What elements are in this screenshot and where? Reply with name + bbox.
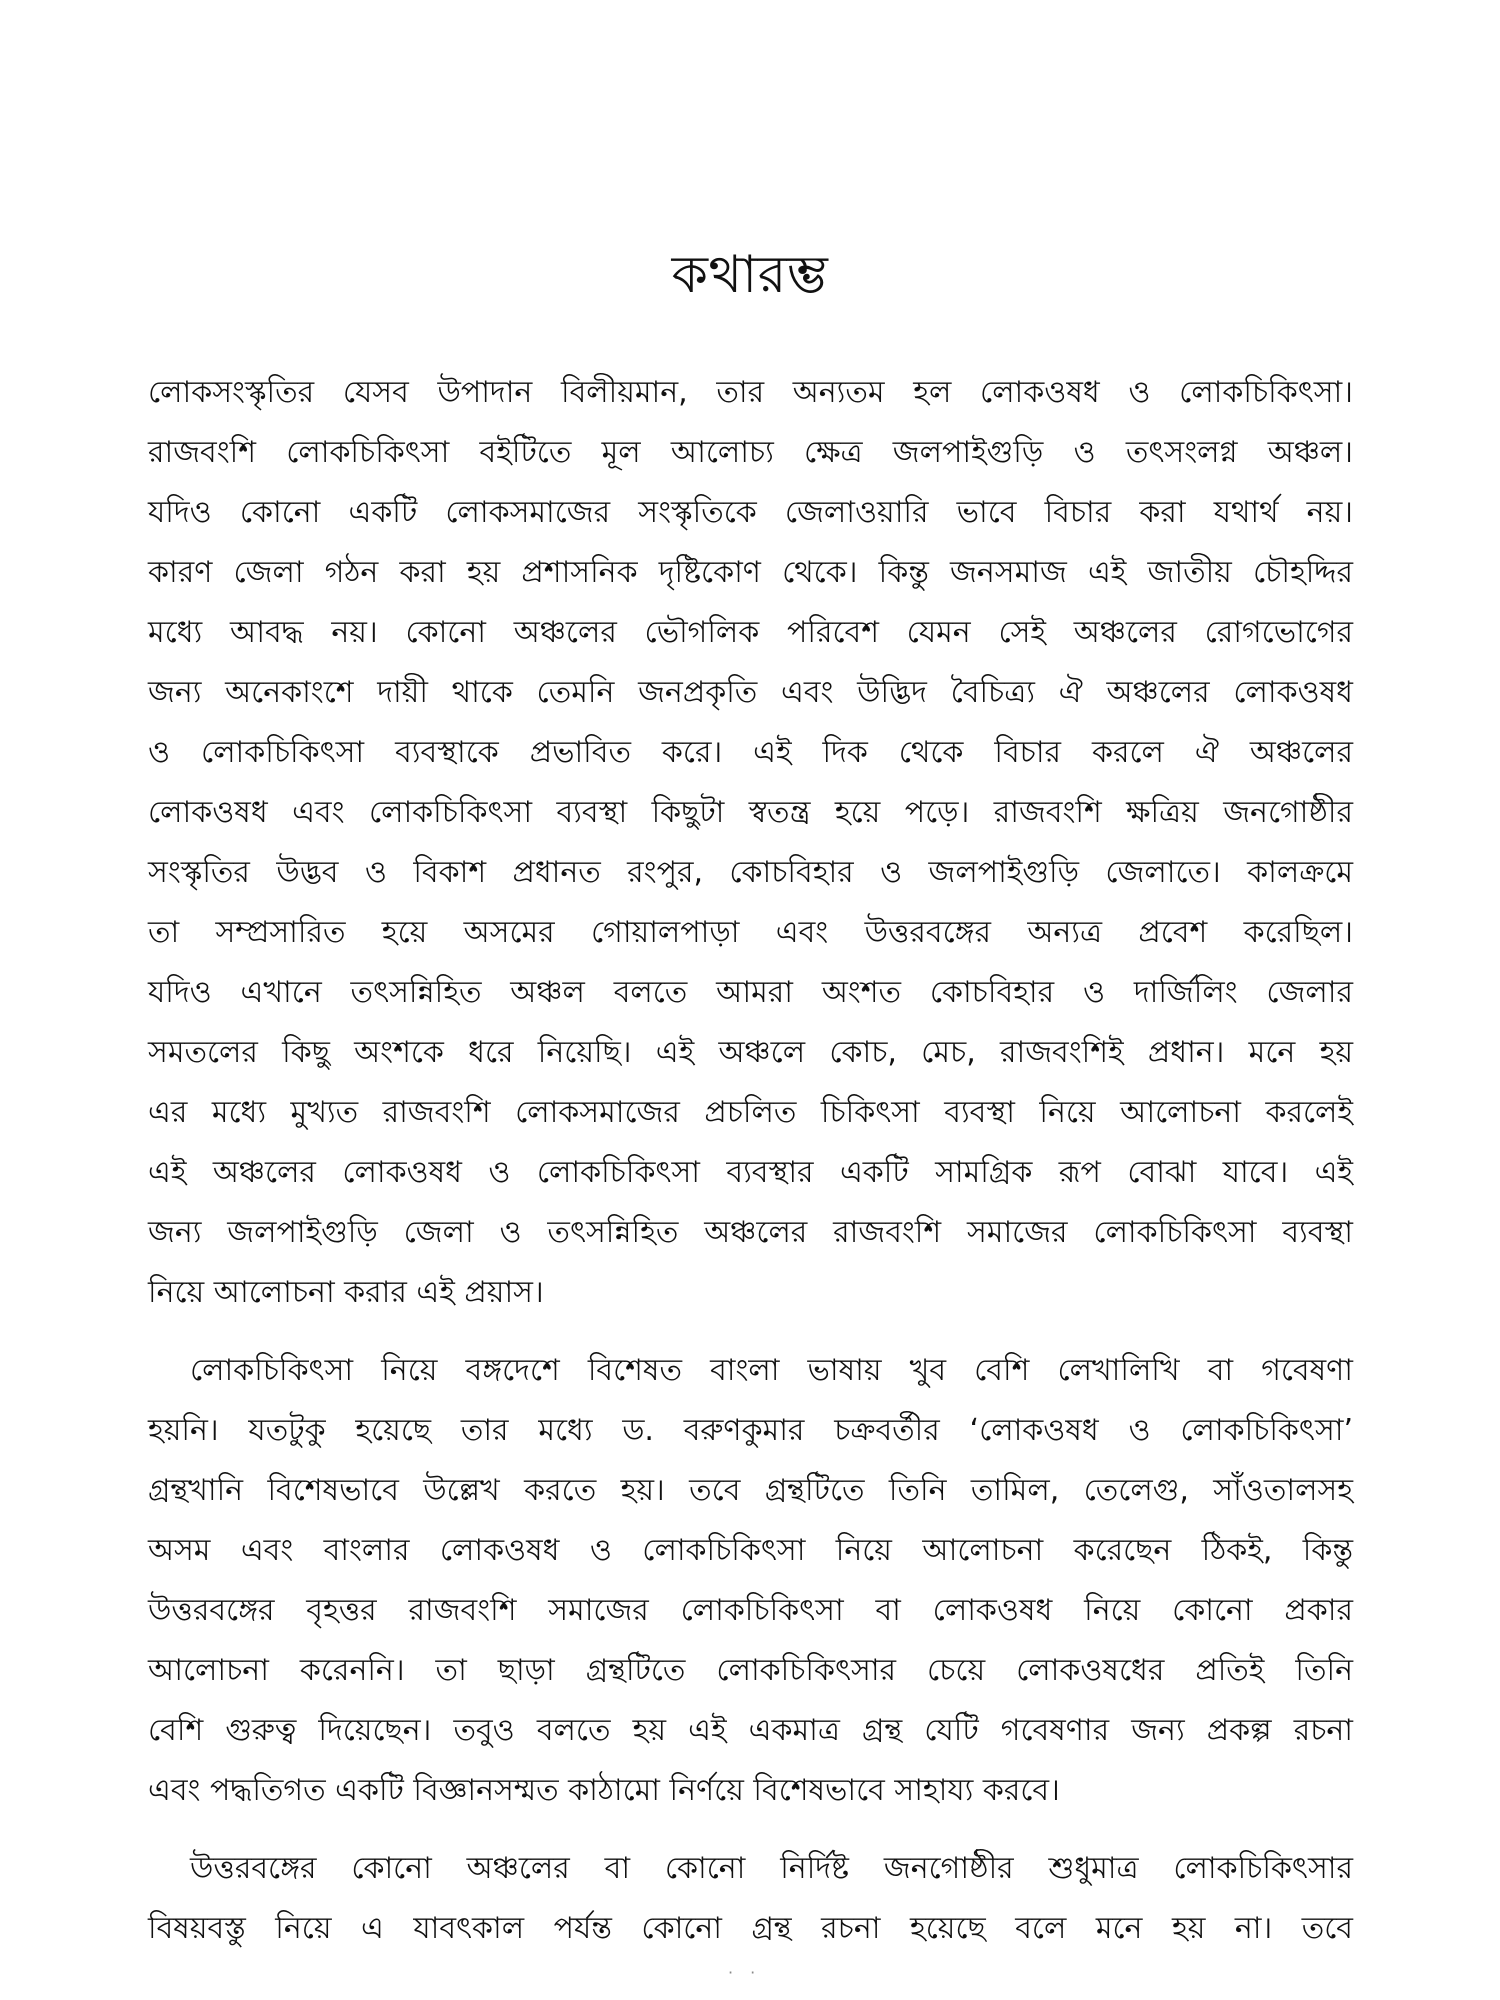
text-line: এই অঞ্চলের লোকওষধ ও লোকচিকিৎসা ব্যবস্থার একটি সামগ্রিক রূপ বোঝা যাবে। এই (148, 1155, 1353, 1190)
text-line: হয়নি। যতটুকু হয়েছে তার মধ্যে ড. বরুণকুমার চক্রবর্তীর ‘লোকওষধ ও লোকচিকিৎসা’ (148, 1413, 1353, 1448)
scan-speck: · · (728, 1963, 762, 1982)
text-line: ও লোকচিকিৎসা ব্যবস্থাকে প্রভাবিত করে। এই দিক থেকে বিচার করলে ঐ অঞ্চলের (148, 735, 1353, 770)
text-line: উত্তরবঙ্গের কোনো অঞ্চলের বা কোনো নির্দিষ্ট জনগোষ্ঠীর শুধুমাত্র লোকচিকিৎসার (190, 1851, 1353, 1886)
text-line: যদিও এখানে তৎসন্নিহিত অঞ্চল বলতে আমরা অংশত কোচবিহার ও দার্জিলিং জেলার (148, 975, 1353, 1010)
paragraph-spacer (148, 1323, 1353, 1341)
text-line: লোকওষধ এবং লোকচিকিৎসা ব্যবস্থা কিছুটা স্বতন্ত্র হয়ে পড়ে। রাজবংশি ক্ষত্রিয় জনগোষ্ঠীর (148, 795, 1353, 830)
text-line: আলোচনা করেননি। তা ছাড়া গ্রন্থটিতে লোকচিকিৎসার চেয়ে লোকওষধের প্রতিই তিনি (148, 1653, 1353, 1688)
text-line: যদিও কোনো একটি লোকসমাজের সংস্কৃতিকে জেলাওয়ারি ভাবে বিচার করা যথার্থ নয়। (148, 495, 1353, 530)
text-line: নিয়ে আলোচনা করার এই প্রয়াস। (148, 1275, 544, 1310)
text-line: অসম এবং বাংলার লোকওষধ ও লোকচিকিৎসা নিয়ে আলোচনা করেছেন ঠিকই, কিন্তু (148, 1533, 1353, 1568)
text-line: সমতলের কিছু অংশকে ধরে নিয়েছি। এই অঞ্চলে কোচ, মেচ, রাজবংশিই প্রধান। মনে হয় (148, 1035, 1353, 1070)
paragraph-3 (148, 1839, 1353, 1959)
text-line: এবং পদ্ধতিগত একটি বিজ্ঞানসম্মত কাঠামো নির্ণয়ে বিশেষভাবে সাহায্য করবে। (148, 1773, 1060, 1808)
text-line: বিষয়বস্তু নিয়ে এ যাবৎকাল পর্যন্ত কোনো গ্রন্থ রচনা হয়েছে বলে মনে হয় না। তবে (148, 1911, 1353, 1946)
text-line: গ্রন্থখানি বিশেষভাবে উল্লেখ করতে হয়। তবে গ্রন্থটিতে তিনি তামিল, তেলেগু, সাঁওতালসহ (148, 1473, 1353, 1508)
body-text (148, 363, 1353, 1959)
text-line: তা সম্প্রসারিত হয়ে অসমের গোয়ালপাড়া এবং উত্তরবঙ্গের অন্যত্র প্রবেশ করেছিল। (148, 915, 1353, 950)
paragraph-2 (148, 1341, 1353, 1821)
text-line: রাজবংশি লোকচিকিৎসা বইটিতে মূল আলোচ্য ক্ষেত্র জলপাইগুড়ি ও তৎসংলগ্ন অঞ্চল। (148, 435, 1353, 470)
text-line: মধ্যে আবদ্ধ নয়। কোনো অঞ্চলের ভৌগলিক পরিবেশ যেমন সেই অঞ্চলের রোগভোগের (148, 615, 1353, 650)
text-line: জন্য জলপাইগুড়ি জেলা ও তৎসন্নিহিত অঞ্চলের রাজবংশি সমাজের লোকচিকিৎসা ব্যবস্থা (148, 1215, 1353, 1250)
text-line: সংস্কৃতির উদ্ভব ও বিকাশ প্রধানত রংপুর, কোচবিহার ও জলপাইগুড়ি জেলাতে। কালক্রমে (148, 855, 1353, 890)
text-line: লোকচিকিৎসা নিয়ে বঙ্গদেশে বিশেষত বাংলা ভাষায় খুব বেশি লেখালিখি বা গবেষণা (190, 1353, 1353, 1388)
text-line: জন্য অনেকাংশে দায়ী থাকে তেমনি জনপ্রকৃতি এবং উদ্ভিদ বৈচিত্র্য ঐ অঞ্চলের লোকওষধ (148, 675, 1353, 710)
text-line: এর মধ্যে মুখ্যত রাজবংশি লোকসমাজের প্রচলিত চিকিৎসা ব্যবস্থা নিয়ে আলোচনা করলেই (148, 1095, 1353, 1130)
paragraph-spacer (148, 1821, 1353, 1839)
page-title: কথারম্ভ (671, 244, 829, 305)
paragraph-1 (148, 363, 1353, 1323)
text-line: বেশি গুরুত্ব দিয়েছেন। তবুও বলতে হয় এই একমাত্র গ্রন্থ যেটি গবেষণার জন্য প্রকল্প রচনা (148, 1713, 1353, 1748)
text-line: লোকসংস্কৃতির যেসব উপাদান বিলীয়মান, তার অন্যতম হল লোকওষধ ও লোকচিকিৎসা। (148, 375, 1353, 410)
text-line: উত্তরবঙ্গের বৃহত্তর রাজবংশি সমাজের লোকচিকিৎসা বা লোকওষধ নিয়ে কোনো প্রকার (148, 1593, 1353, 1628)
text-line: কারণ জেলা গঠন করা হয় প্রশাসনিক দৃষ্টিকোণ থেকে। কিন্তু জনসমাজ এই জাতীয় চৌহদ্দির (148, 555, 1353, 590)
